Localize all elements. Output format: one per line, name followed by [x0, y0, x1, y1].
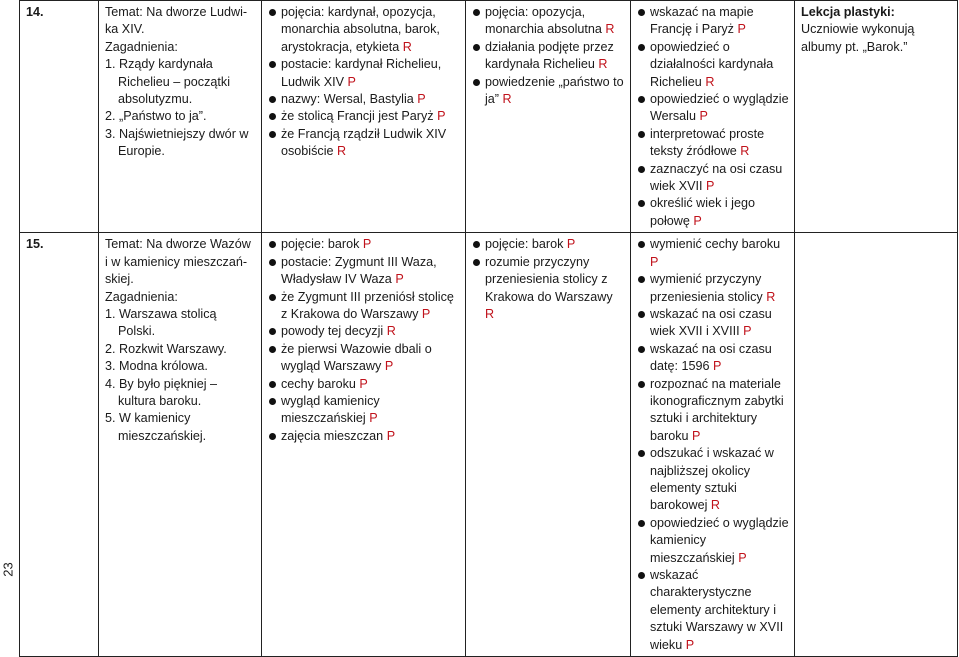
knowledge-text: postacie: kardynał Richelieu, Ludwik XIV — [281, 57, 442, 89]
table-row — [20, 1, 958, 233]
level-mark: R — [605, 22, 615, 37]
level-mark: P — [362, 237, 372, 252]
topic-zagadnienia: Zagadnienia: — [105, 289, 178, 304]
skills-text: wymienić przyczyny przeniesienia stolicy — [650, 272, 763, 304]
understanding-item — [472, 39, 625, 74]
skills-text: rozpoznać na materiale ikonograficznym zabytki sztuki i architektury baroku — [650, 376, 784, 443]
skills-item — [637, 91, 789, 126]
integration-title: Lekcja plastyki: — [801, 5, 895, 19]
understanding-item — [472, 74, 625, 109]
knowledge-text: że Francją rządził Ludwik XIV osobiście — [281, 126, 447, 159]
level-mark: P — [566, 237, 576, 252]
knowledge-cell — [262, 1, 466, 233]
knowledge-item — [268, 91, 460, 108]
level-mark: P — [384, 359, 394, 374]
skills-item — [637, 271, 789, 306]
skills-list — [637, 4, 789, 230]
knowledge-item — [268, 108, 460, 125]
lesson-topic — [99, 233, 262, 657]
level-mark: P — [369, 411, 378, 426]
knowledge-item — [268, 126, 460, 161]
knowledge-text: pojęcie: barok — [281, 237, 360, 252]
understanding-text: pojęcia: opozycja, monarchia absolutna — [485, 5, 602, 37]
level-mark: P — [359, 376, 368, 391]
lesson-number: 14. — [20, 1, 99, 233]
curriculum-table — [19, 0, 958, 657]
level-mark: R — [386, 324, 396, 339]
skills-text: odszukać i wskazać w najbliższej okolicy elementy sztuki barokowej — [650, 446, 774, 513]
skills-item — [637, 567, 789, 654]
skills-text: wskazać na mapie Francję i Paryż — [650, 5, 754, 37]
knowledge-list — [268, 236, 460, 445]
skills-item — [637, 515, 789, 567]
knowledge-item — [268, 428, 460, 445]
level-mark: P — [693, 213, 702, 228]
integration-text: Uczniowie wykonują albumy pt. „Barok.” — [801, 22, 915, 54]
knowledge-item — [268, 56, 460, 91]
knowledge-item — [268, 323, 460, 340]
skills-item — [637, 445, 789, 515]
knowledge-cell — [262, 233, 466, 657]
skills-item — [637, 341, 789, 376]
integration-cell — [795, 1, 958, 233]
topic-title-line: Temat: Na dworze Ludwi- — [105, 5, 248, 19]
knowledge-text: wygląd kamienicy mieszczańskiej — [281, 393, 380, 426]
topic-item: 1. Warszawa stolicą Polski. — [105, 306, 217, 339]
topic-zagadnienia: Zagadnienia: — [105, 39, 178, 54]
knowledge-text: cechy baroku — [281, 376, 356, 391]
knowledge-item — [268, 376, 460, 393]
knowledge-item — [268, 393, 460, 428]
topic-title-line: i w kamienicy mieszczań- — [105, 254, 248, 269]
level-mark: R — [705, 74, 715, 89]
understanding-text: rozumie przyczyny przeniesienia stolicy z Krakowa do Warszawy — [485, 254, 613, 304]
level-mark: R — [766, 289, 776, 304]
knowledge-item — [268, 236, 460, 253]
knowledge-text: nazwy: Wersal, Bastylia — [281, 92, 414, 107]
skills-text: opowiedzieć o wyglądzie kamienicy mieszczańskiej — [650, 515, 789, 565]
skills-item — [637, 126, 789, 161]
topic-item: 4. By było piękniej – kultura baroku. — [105, 376, 218, 408]
knowledge-text: że pierwsi Wazowie dbali o wygląd Warszawy — [281, 341, 432, 374]
knowledge-text: że Zygmunt III przeniósł stolicę z Krakowa do Warszawy — [281, 289, 454, 321]
understanding-cell — [466, 1, 631, 233]
level-mark: R — [502, 92, 512, 107]
understanding-list — [472, 4, 625, 108]
skills-item — [637, 306, 789, 341]
knowledge-item — [268, 254, 460, 289]
topic-item: 1. Rządy kardynała Richelieu – początki absolutyzmu. — [105, 57, 231, 107]
skills-item — [637, 39, 789, 91]
skills-text: interpretować proste teksty źródłowe — [650, 126, 765, 159]
level-mark: P — [713, 359, 722, 374]
knowledge-list — [268, 4, 460, 161]
topic-title-line: ka XIV. — [105, 22, 145, 37]
knowledge-text: pojęcia: kardynał, opozycja, monarchia absolutna, barok, arystokracja, etykieta — [281, 5, 440, 54]
skills-text: wskazać charakterystyczne elementy architektury i sztuki Warszawy w XVII wieku — [650, 568, 784, 652]
table-row — [20, 233, 958, 657]
page-number: 23 — [0, 562, 16, 577]
skills-text: określić wiek i jego połowę — [650, 196, 755, 228]
knowledge-text: postacie: Zygmunt III Waza, Władysław IV Waza — [281, 254, 437, 287]
skills-list — [637, 236, 789, 654]
level-mark: P — [347, 74, 356, 89]
knowledge-item — [268, 341, 460, 376]
understanding-text: działania podjęte przez kardynała Richelieu — [485, 39, 614, 72]
level-mark: R — [598, 57, 608, 72]
lesson-topic — [99, 1, 262, 233]
level-mark: R — [710, 498, 721, 513]
understanding-text: pojęcie: barok — [485, 237, 564, 252]
level-mark: P — [437, 109, 446, 124]
skills-cell — [631, 1, 795, 233]
level-mark: P — [417, 92, 426, 107]
knowledge-item — [268, 289, 460, 324]
level-mark: R — [485, 306, 495, 321]
level-mark: P — [743, 324, 752, 339]
topic-item: 2. Rozkwit Warszawy. — [105, 341, 227, 356]
level-mark: R — [337, 144, 347, 159]
topic-item: 3. Najświetniejszy dwór w Europie. — [105, 126, 249, 159]
topic-item: 3. Modna królowa. — [105, 359, 208, 374]
level-mark: P — [706, 179, 715, 194]
topic-title-line: skiej. — [105, 272, 134, 287]
understanding-text: powiedzenie „państwo to ja” — [485, 74, 624, 107]
understanding-item — [472, 236, 625, 253]
skills-text: opowiedzieć o wyglądzie Wersalu — [650, 92, 789, 124]
skills-item — [637, 236, 789, 271]
lesson-number: 15. — [20, 233, 99, 657]
topic-item: 2. „Państwo to ja”. — [105, 109, 207, 124]
skills-item — [637, 4, 789, 39]
understanding-list — [472, 236, 625, 323]
understanding-item — [472, 254, 625, 324]
knowledge-text: powody tej decyzji — [281, 324, 384, 339]
level-mark: R — [740, 144, 750, 159]
level-mark: P — [650, 254, 659, 269]
skills-item — [637, 161, 789, 196]
topic-title-line: Temat: Na dworze Wazów — [105, 237, 251, 252]
level-mark: P — [699, 109, 708, 124]
skills-item — [637, 195, 789, 230]
integration-cell — [795, 233, 958, 657]
level-mark: P — [738, 550, 747, 565]
skills-text: wskazać na osi czasu wiek XVII i XVIII — [650, 306, 772, 339]
level-mark: P — [386, 428, 396, 443]
level-mark: R — [402, 39, 412, 54]
knowledge-text: że stolicą Francji jest Paryż — [281, 109, 434, 124]
level-mark: P — [395, 272, 404, 287]
skills-item — [637, 376, 789, 446]
understanding-item — [472, 4, 625, 39]
level-mark: P — [692, 428, 701, 443]
skills-cell — [631, 233, 795, 657]
understanding-cell — [466, 233, 631, 657]
level-mark: P — [737, 22, 746, 37]
level-mark: P — [421, 306, 431, 321]
knowledge-text: zajęcia mieszczan — [281, 428, 384, 443]
skills-text: wymienić cechy baroku — [650, 237, 781, 252]
skills-text: wskazać na osi czasu datę: 1596 — [650, 341, 772, 374]
level-mark: P — [685, 637, 695, 652]
skills-text: zaznaczyć na osi czasu wiek XVII — [650, 161, 783, 194]
topic-item: 5. W kamienicy mieszczańskiej. — [105, 411, 207, 443]
skills-text: opowiedzieć o działalności kardynała Richelieu — [650, 39, 774, 89]
knowledge-item — [268, 4, 460, 56]
